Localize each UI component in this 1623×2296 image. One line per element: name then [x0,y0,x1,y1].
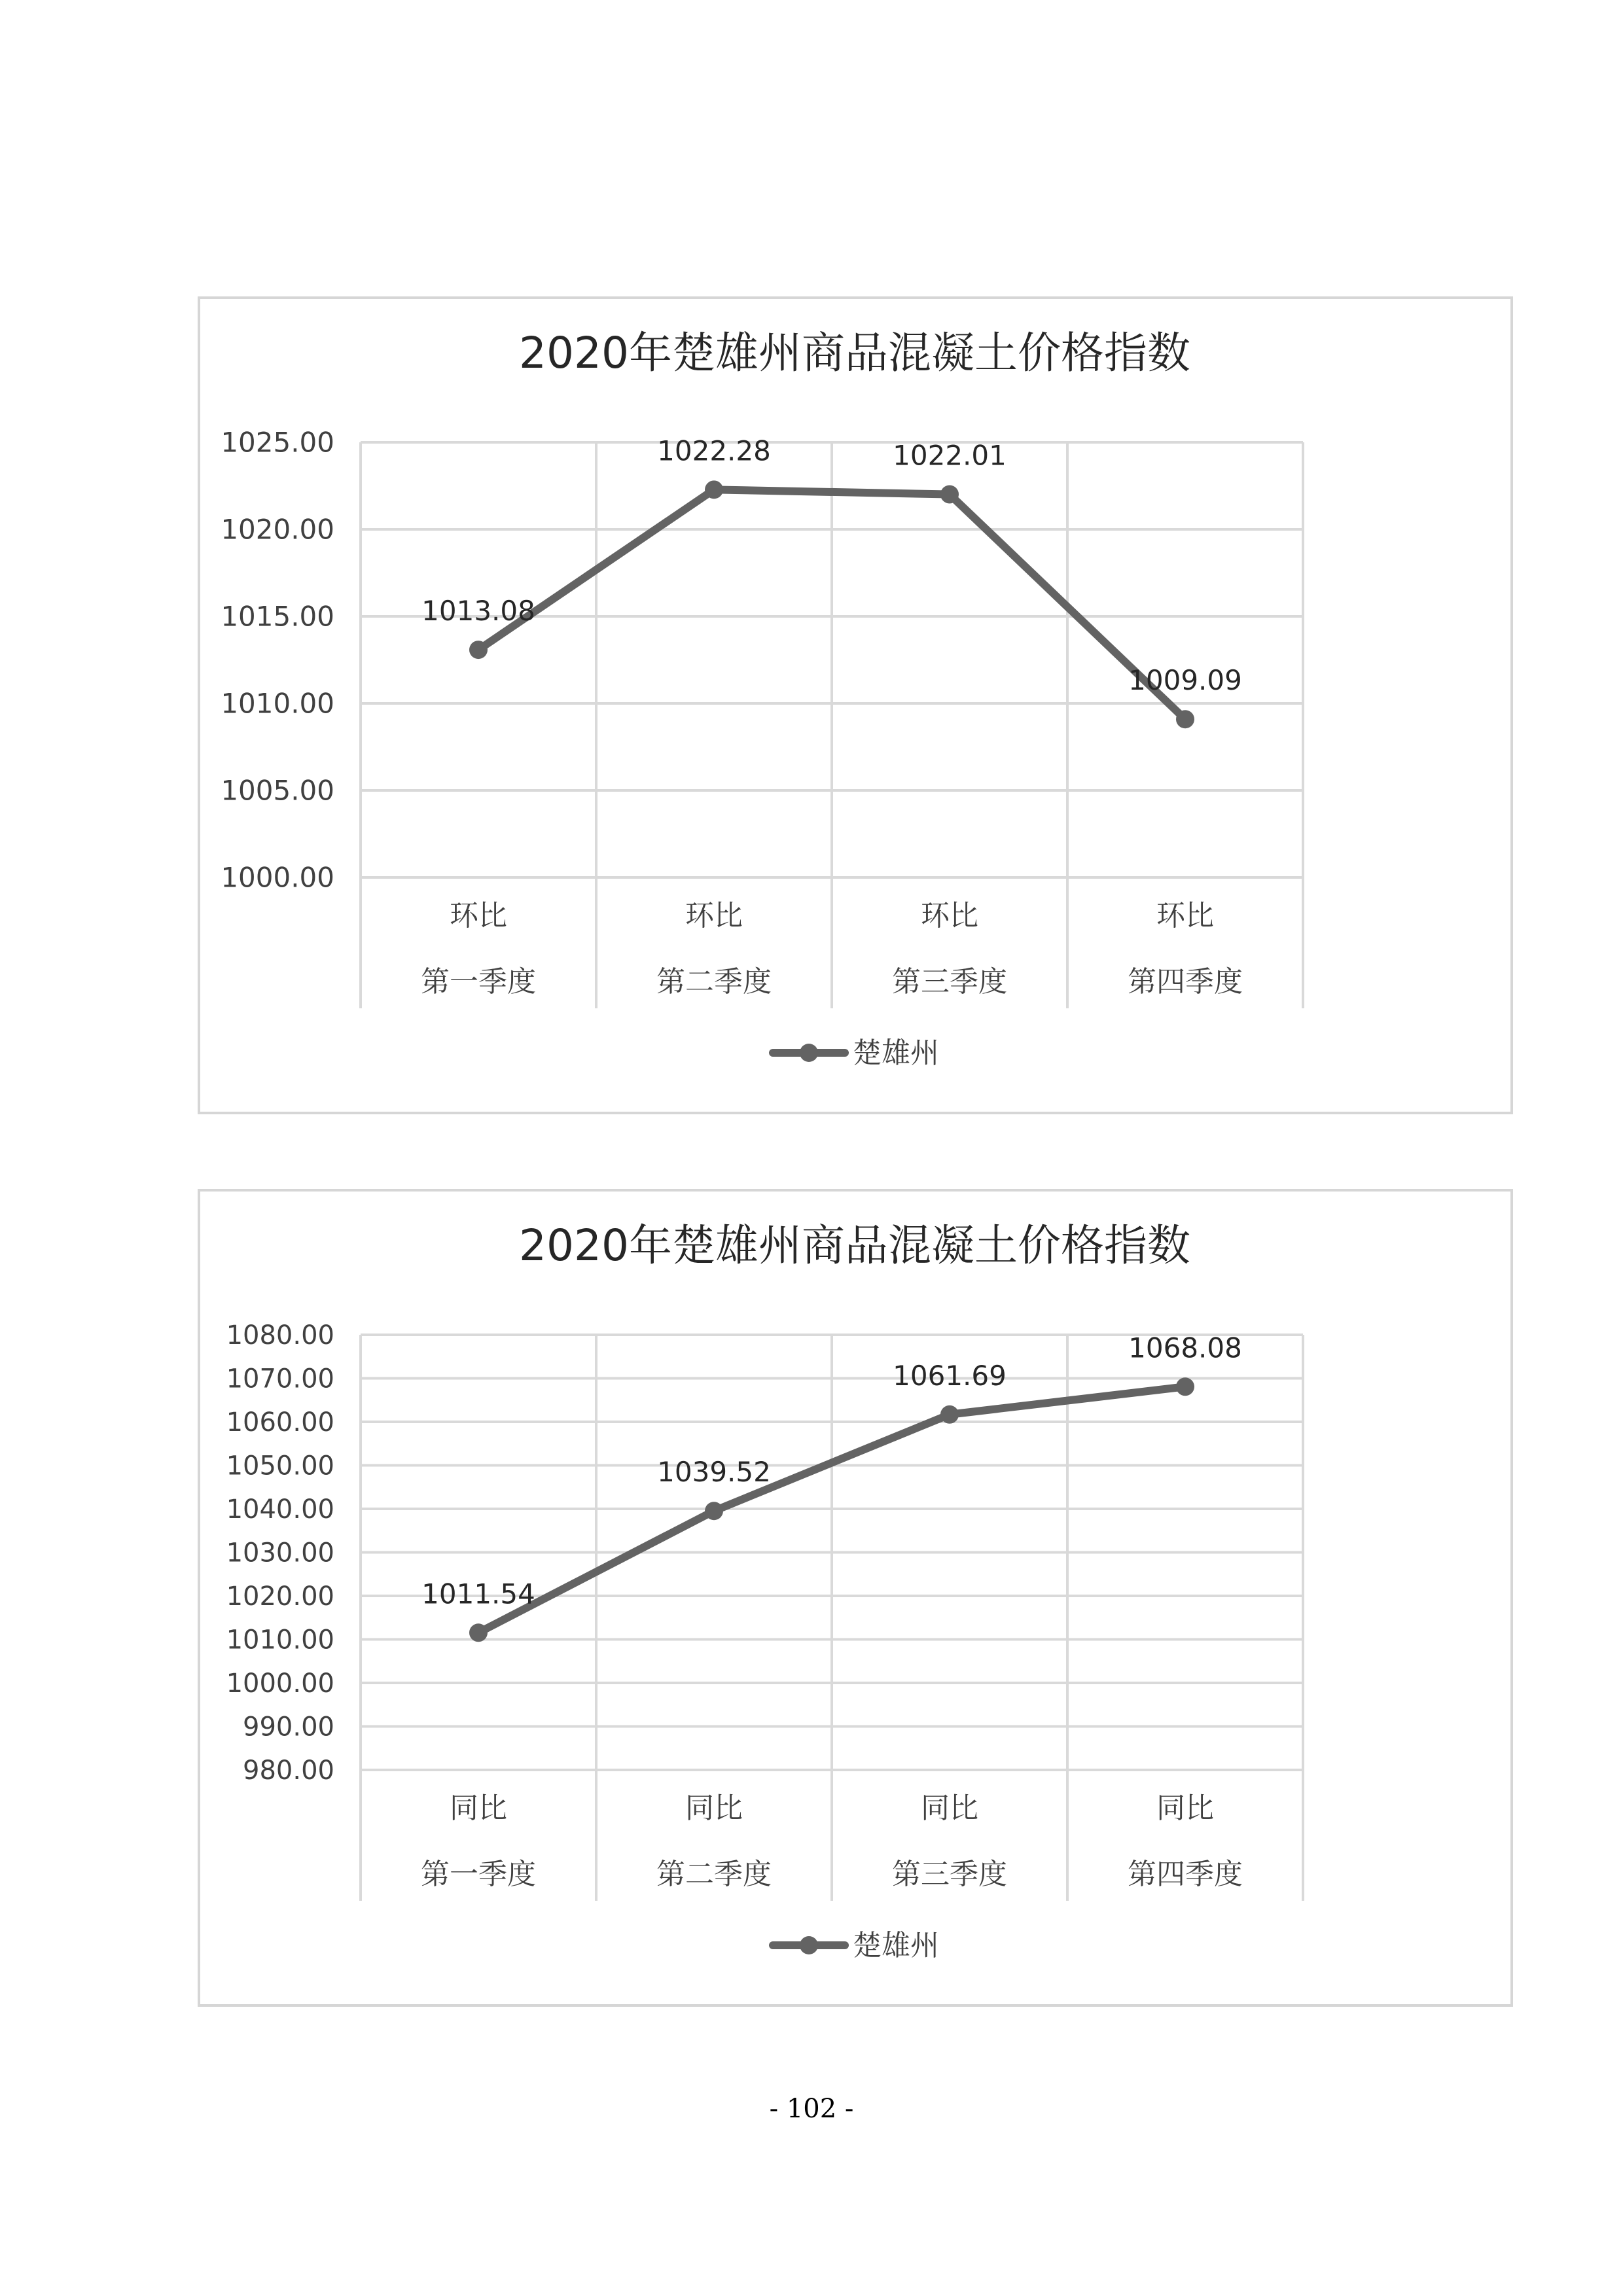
chart-1-xtick-label-row1: 环比 [921,899,978,932]
chart-2-ytick-label: 1020.00 [226,1581,334,1612]
chart-1-title: 2020年楚雄州商品混凝土价格指数 [519,328,1190,378]
chart-2-xtick-label-row1: 同比 [450,1792,507,1825]
chart-2-xtick-label-row2: 第二季度 [656,1858,772,1891]
chart-2-ytick-label: 990.00 [243,1712,334,1742]
page-number: - 102 - [769,2094,854,2124]
chart-2-data-label: 1068.08 [1128,1332,1242,1364]
chart-1-xtick-label-row2: 第三季度 [892,965,1007,998]
chart-2-xtick-label-row2: 第四季度 [1128,1858,1243,1891]
chart-2-xtick-label-row1: 同比 [685,1792,743,1825]
chart-1-ytick-label: 1000.00 [221,861,334,894]
chart-2-ytick-label: 1060.00 [226,1407,334,1438]
chart-1-xtick-label-row1: 环比 [1156,899,1214,932]
chart-2-data-point [705,1502,723,1520]
chart-svg-year-on-year [200,1192,1510,2004]
chart-1-data-label: 1013.08 [421,595,535,627]
chart-2-ytick-label: 1050.00 [226,1451,334,1481]
chart-2-xtick-label-row1: 同比 [921,1792,978,1825]
chart-2-data-label: 1039.52 [657,1456,771,1489]
chart-1-data-label: 1022.01 [893,439,1007,472]
chart-2-data-point [1176,1377,1194,1396]
chart-2-ytick-label: 1080.00 [226,1320,334,1351]
chart-1-xtick-label-row2: 第四季度 [1128,965,1243,998]
chart-1-xtick-label-row1: 环比 [450,899,507,932]
chart-2-xtick-label-row2: 第三季度 [892,1858,1007,1891]
chart-1-ytick-label: 1010.00 [221,687,334,720]
chart-2-xtick-label-row1: 同比 [1156,1792,1214,1825]
chart-1-data-point [469,641,488,659]
chart-1-data-point [705,480,723,499]
chart-svg-quarter-on-quarter [200,299,1510,1112]
chart-2-legend-marker [800,1936,818,1954]
chart-1-xtick-label-row1: 环比 [685,899,743,932]
chart-2-data-point [940,1405,959,1424]
chart-1-data-label: 1022.28 [657,434,771,467]
chart-1-ytick-label: 1005.00 [221,774,334,807]
chart-1-ytick-label: 1020.00 [221,513,334,546]
chart-2-ytick-label: 1000.00 [226,1669,334,1699]
chart-1-ytick-label: 1015.00 [221,600,334,633]
chart-2-xtick-label-row2: 第一季度 [421,1858,536,1891]
chart-panel-year-on-year [198,1189,1513,2007]
chart-2-data-label: 1011.54 [421,1578,535,1610]
chart-2-legend-label: 楚雄州 [853,1929,939,1962]
chart-2-ytick-label: 1030.00 [226,1538,334,1568]
chart-1-ytick-label: 1025.00 [221,426,334,459]
chart-2-data-label: 1061.69 [893,1359,1007,1392]
chart-2-ytick-label: 1040.00 [226,1494,334,1525]
chart-1-xtick-label-row2: 第二季度 [656,965,772,998]
chart-2-ytick-label: 980.00 [243,1756,334,1786]
chart-1-legend-marker [800,1044,818,1062]
chart-1-data-point [1176,710,1194,728]
chart-1-data-label: 1009.09 [1128,664,1242,697]
chart-2-data-point [469,1623,488,1642]
chart-1-data-point [940,486,959,504]
chart-2-ytick-label: 1010.00 [226,1625,334,1655]
chart-1-legend-label: 楚雄州 [853,1036,939,1070]
chart-2-title: 2020年楚雄州商品混凝土价格指数 [519,1220,1190,1271]
chart-panel-quarter-on-quarter [198,296,1513,1114]
chart-1-xtick-label-row2: 第一季度 [421,965,536,998]
chart-2-ytick-label: 1070.00 [226,1364,334,1394]
